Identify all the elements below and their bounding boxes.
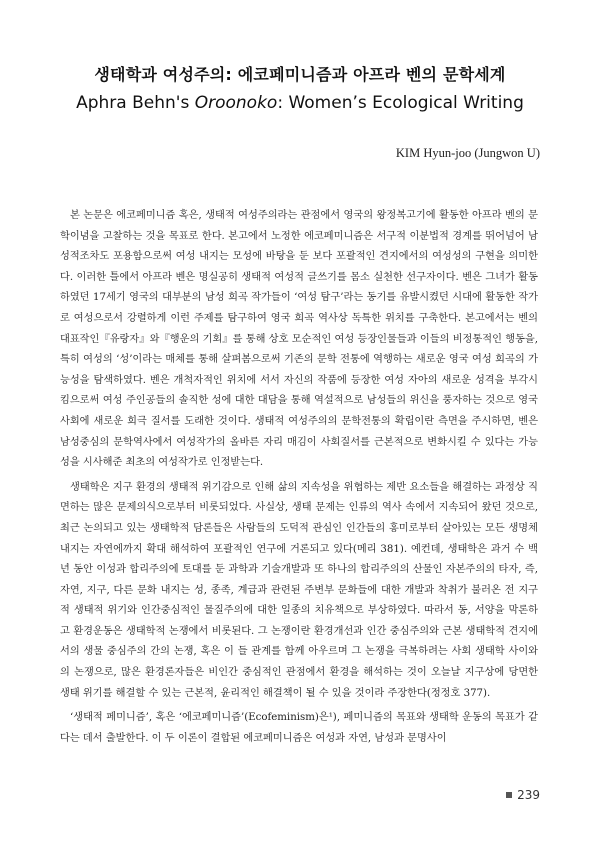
- title-en-italic-work: Oroonoko: [194, 93, 278, 113]
- paper-title-korean: 생태학과 여성주의: 에코페미니즘과 아프라 벤의 문학세계: [94, 65, 506, 84]
- paragraph-1: 본 논문은 에코페미니즘 혹은, 생태적 여성주의라는 관점에서 영국의 왕정복고기에 활동한 아프라 벤의 문학이념을 고찰하는 것을 목표로 한다. 본고에서 노정한 에코페미니즘은 서구적 이분법적 경계를 뛰어넘어 남성적조차도 포용함으로써 여성 내지는 모성에 바탕을 둔 보다 포괄적인 견지에서의 여성성의 구현을 의미한다. 이러한 틀에서 아프라 벤은 명실공히 생태적 여성적 글쓰기를 몸소 실천한 선구자이다. 벤은 그녀가 활동하였던 17세기 영국의 대부분의 남성 희곡 작가들이 ‘여성 탐구’라는 동기를 유발시켰던 시대에 활동한 작가로 여성으로서 강렬하게 이런 주제를 탐구하여 영국 희곡 역사상 독특한 위치를 구축한다. 본고에서는 벤의 대표작인『유랑자』와『행운의 기회』를 통해 상호 모순적인 여성 등장인물들과 이들의 비정통적인 행동을, 특히 여성의 ‘성’이라는 매체를 통해 살펴봄으로써 기존의 문학 전통에 역행하는 새로운 영국 여성 희곡의 가능성을 탐색하였다. 벤은 개척자적인 위치에 서서 자신의 작품에 등장한 여성 자아의 새로운 성격을 부각시킴으로써 여성 주인공들의 솔직한 성에 대한 대담을 통해 역설적으로 남성들의 위신을 풍자하는 것으로 영국사회에 새로운 희극 질서를 도래한 것이다. 생태적 여성주의의 문학전통의 확립이란 측면을 주시하면, 벤은 남성중심의 문학역사에서 여성작가의 올바른 자리 매김이 사회질서를 근본적으로 변화시킬 수 있다는 가능성을 시사해준 최초의 여성작가로 인정받는다.: [60, 210, 538, 469]
- author-byline: KIM Hyun-joo (Jungwon U): [395, 146, 540, 160]
- abstract-body: [60, 206, 538, 753]
- paper-title-english: [0, 93, 600, 113]
- page-footer: [506, 788, 540, 802]
- paragraph-3: ‘생태적 페미니즘’, 혹은 ‘에코페미니즘’(Ecofeminism)은¹), 페미니즘의 목표와 생태학 운동의 목표가 같다는 데서 출발한다. 이 두 이론이 결합된 에코페미니즘은 여성과 자연, 남성과 문명사이: [60, 712, 538, 744]
- title-en-prefix: Aphra Behn's: [76, 93, 195, 113]
- page-number: 239: [517, 788, 540, 802]
- title-en-suffix: : Women’s Ecological Writing: [277, 93, 524, 113]
- paragraph-2: 생태학은 지구 환경의 생태적 위기감으로 인해 삶의 지속성을 위협하는 제반 요소들을 해결하는 과정상 직면하는 많은 문제의식으로부터 비롯되었다. 사실상, 생태 문제는 인류의 역사 속에서 지속되어 왔던 것으로, 최근 논의되고 있는 생태학적 담론들은 사람들의 도덕적 관심인 인간들의 홍미로부터 살아있는 모든 생명체 내지는 자연에까지 확대 해석하여 포괄적인 연구에 거론되고 있다(메리 381). 예컨데, 생태학은 과거 수 백년 동안 이성과 합리주의에 토대를 둔 과학과 기술개발과 또 하나의 합리주의의 산물인 자본주의의 타자, 즉, 자연, 지구, 다른 문화 내지는 성, 종족, 계급과 관련된 주변부 문화들에 대한 개발과 착취가 불러온 전 지구적 생태적 위기와 인간중심적인 물질주의에 대한 일종의 치유책으로 부상하였다. 따라서 동, 서양을 막론하고 환경운동은 생태학적 논쟁에서 비롯된다. 그 논쟁이란 환경개선과 인간 중심주의와 근본 생태학적 견지에서의 생물 중심주의 간의 논쟁, 혹은 이 들 관계를 함께 아우르며 그 논쟁을 극복하려는 사회 생태학 사이와의 논쟁으로, 많은 환경론자들은 비인간 중심적인 관점에서 환경을 해석하는 것이 오늘날 지구상에 당면한 생태 위기를 해결할 수 있는 근본적, 윤리적인 해결책이 될 수 있을 것이라 주장한다(정정호 377).: [60, 481, 538, 699]
- square-bullet-icon: [506, 792, 512, 798]
